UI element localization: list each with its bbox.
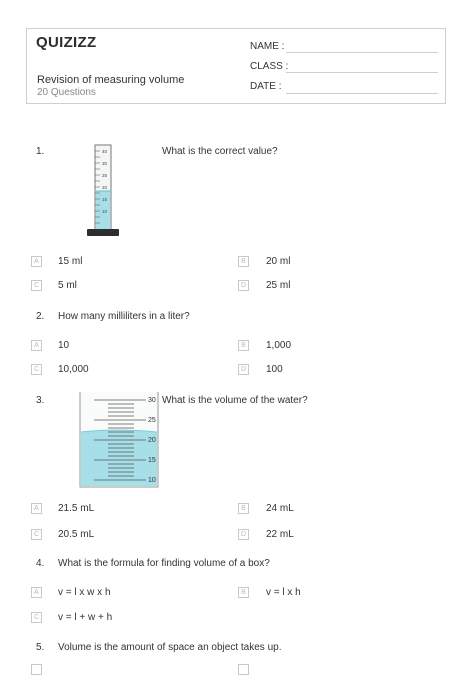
option-letter-box[interactable]: A: [31, 503, 42, 514]
question-text: What is the formula for finding volume of a box?: [58, 558, 270, 569]
cylinder-label: 20: [102, 185, 108, 190]
date-field[interactable]: [286, 93, 438, 94]
question-text: What is the correct value?: [162, 146, 278, 157]
option-text[interactable]: 10: [58, 340, 70, 351]
name-field[interactable]: [286, 52, 438, 53]
cylinder-label: 20: [148, 437, 156, 444]
date-label: DATE :: [250, 81, 282, 92]
question-text: What is the volume of the water?: [162, 395, 308, 406]
question-number: 1.: [36, 146, 45, 157]
option-letter-box[interactable]: C: [31, 280, 42, 291]
option-text[interactable]: 20.5 mL: [58, 529, 95, 540]
option-letter-box[interactable]: A: [31, 340, 42, 351]
cylinder-label: 15: [148, 457, 156, 464]
option-text[interactable]: 100: [266, 364, 283, 375]
option-letter-box[interactable]: D: [238, 280, 249, 291]
option-letter-box[interactable]: C: [31, 364, 42, 375]
worksheet-title: Revision of measuring volume: [37, 74, 185, 86]
worksheet-subtitle: 20 Questions: [37, 87, 96, 98]
question-number: 2.: [36, 311, 45, 322]
cylinder-label: 10: [102, 209, 108, 214]
option-letter-box[interactable]: D: [238, 364, 249, 375]
option-letter-box[interactable]: B: [238, 587, 249, 598]
cylinder-label: 30: [102, 161, 108, 166]
question-number: 5.: [36, 642, 45, 653]
cylinder-label: 25: [102, 173, 108, 178]
option-letter-box[interactable]: D: [238, 529, 249, 540]
question-text: How many milliliters in a liter?: [58, 311, 190, 322]
option-letter-box[interactable]: A: [31, 256, 42, 267]
graduated-cylinder-image: [84, 143, 124, 238]
option-text[interactable]: 15 ml: [58, 256, 83, 267]
cylinder-label: 15: [102, 197, 108, 202]
question-number: 3.: [36, 395, 45, 406]
option-text[interactable]: v = l x h: [266, 587, 301, 598]
option-text[interactable]: v = l x w x h: [58, 587, 111, 598]
option-text[interactable]: 5 ml: [58, 280, 77, 291]
cylinder-label: 10: [148, 477, 156, 484]
option-text[interactable]: v = l + w + h: [58, 612, 113, 623]
option-letter-box[interactable]: B: [238, 340, 249, 351]
option-letter-box[interactable]: C: [31, 612, 42, 623]
class-field[interactable]: [286, 72, 438, 73]
option-text[interactable]: 21.5 mL: [58, 503, 95, 514]
option-text[interactable]: 22 mL: [266, 529, 294, 540]
graduated-cylinder-water-image: [78, 390, 162, 490]
question-text: Volume is the amount of space an object takes up.: [58, 642, 282, 653]
option-letter-box[interactable]: A: [31, 587, 42, 598]
name-label: NAME :: [250, 41, 285, 52]
cylinder-label: 25: [148, 417, 156, 424]
option-letter-box[interactable]: B: [238, 503, 249, 514]
class-label: CLASS :: [250, 61, 289, 72]
option-text[interactable]: 24 mL: [266, 503, 294, 514]
option-letter-box[interactable]: C: [31, 529, 42, 540]
question-number: 4.: [36, 558, 45, 569]
cylinder-label: 40: [102, 149, 108, 154]
option-text[interactable]: 25 ml: [266, 280, 291, 291]
cylinder-label: 30: [148, 397, 156, 404]
quizizz-logo: QUIZIZZ: [36, 34, 97, 51]
option-text[interactable]: 1,000: [266, 340, 292, 351]
option-letter-box[interactable]: B: [238, 256, 249, 267]
option-text[interactable]: 10,000: [58, 364, 89, 375]
option-text[interactable]: 20 ml: [266, 256, 291, 267]
